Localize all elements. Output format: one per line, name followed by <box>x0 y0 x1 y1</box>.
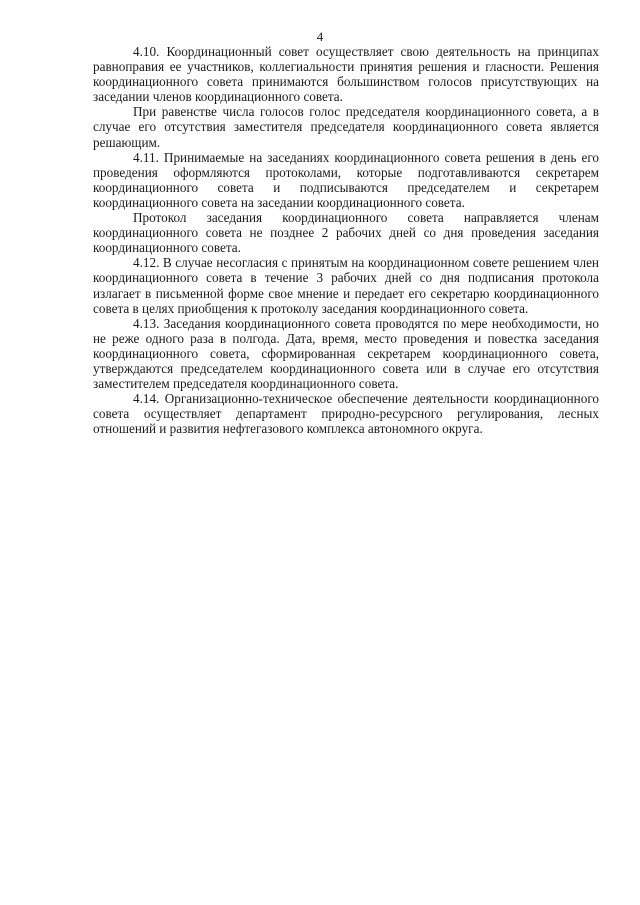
document-body <box>93 44 599 436</box>
paragraph-4-12: 4.12. В случае несогласия с принятым на координационном совете решением член координационного совета в течение 3 рабочих дней со дня подписания протокола излагает в письменной форме свое мнение и передает его секретарю координационного совета в целях приобщения к протоколу заседания координационного совета. <box>93 255 599 316</box>
paragraph-4-14: 4.14. Организационно-техническое обеспечение деятельности координационного совета осуществляет департамент природно-ресурсного регулирования, лесных отношений и развития нефтегазового комплекса автономного округа. <box>93 391 599 437</box>
paragraph-protocol-distribution: Протокол заседания координационного совета направляется членам координационного совета не позднее 2 рабочих дней со дня проведения заседания координационного совета. <box>93 210 599 256</box>
paragraph-4-13: 4.13. Заседания координационного совета проводятся по мере необходимости, но не реже одного раза в полгода. Дата, время, место проведения и повестка заседания координационного совета, сформированная секретарем координационного совета, утверждаются председателем координационного совета или в случае его отсутствия заместителем председателя координационного совета. <box>93 315 599 392</box>
paragraph-4-11: 4.11. Принимаемые на заседаниях координационного совета решения в день его проведения оформляются протоколами, которые подготавливаются секретарем координационного совета и подписываются председателем и секретарем координационного совета на заседании координационного совета. <box>93 149 599 210</box>
paragraph-tie-vote: При равенстве числа голосов голос председателя координационного совета, а в случае его отсутствия заместителя председателя координационного совета является решающим. <box>93 104 599 150</box>
page-number: 4 <box>316 29 324 44</box>
paragraph-4-10: 4.10. Координационный совет осуществляет свою деятельность на принципах равноправия ее участников, коллегиальности принятия решения и гласности. Решения координационного совета принимаются большинством голосов присутствующих на заседании членов координационного совета. <box>93 44 599 105</box>
